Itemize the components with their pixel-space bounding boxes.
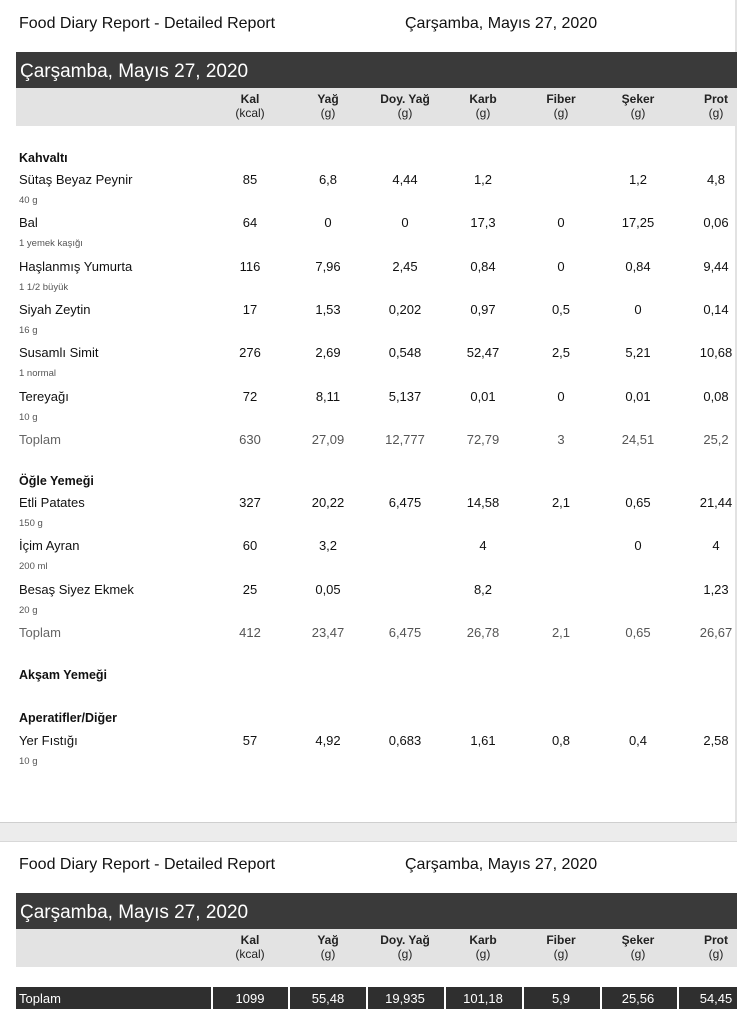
grand-total-separator <box>522 987 524 1009</box>
nutrient-value: 116 <box>239 259 261 274</box>
section-total-value: 2,1 <box>551 625 571 640</box>
column-header <box>16 88 737 126</box>
nutrient-value: 4,8 <box>706 172 726 187</box>
nutrient-value: 0 <box>557 389 565 404</box>
nutrient-value: 0 <box>557 215 565 230</box>
section-total-value: 6,475 <box>388 625 422 640</box>
column-header-prot <box>686 933 737 961</box>
column-name: Prot <box>704 92 728 106</box>
column-header-ya- <box>298 933 358 961</box>
nutrient-value: 72 <box>242 389 258 404</box>
section-title: Akşam Yemeği <box>19 668 108 682</box>
column-unit: (g) <box>320 947 336 961</box>
section-total-value: 27,09 <box>311 432 345 447</box>
column-header-ya- <box>298 92 358 120</box>
date-bar-page-2 <box>16 893 737 929</box>
grand-total-value: 101,18 <box>463 991 503 1006</box>
section-title: Öğle Yemeği <box>19 474 94 488</box>
nutrient-value: 17,3 <box>470 215 496 230</box>
section-total-value: 630 <box>239 432 261 447</box>
nutrient-value: 1,2 <box>473 172 493 187</box>
section-total-value: 25,2 <box>703 432 729 447</box>
report-date: Çarşamba, Mayıs 27, 2020 <box>405 15 598 32</box>
grand-total-value: 1099 <box>235 991 265 1006</box>
column-header-fiber <box>531 92 591 120</box>
food-name: Haşlanmış Yumurta <box>19 259 133 274</box>
section-total-value: 26,78 <box>466 625 500 640</box>
column-unit: (kcal) <box>235 106 265 120</box>
nutrient-value: 0,97 <box>470 302 496 317</box>
nutrient-value: 0,06 <box>703 215 729 230</box>
report-title: Food Diary Report - Detailed Report <box>19 856 276 873</box>
column-header--eker <box>608 92 668 120</box>
date-bar <box>16 52 737 88</box>
nutrient-value: 4 <box>712 538 720 553</box>
column-unit: (g) <box>708 106 724 120</box>
nutrient-value: 1,61 <box>470 733 496 748</box>
nutrient-value: 4 <box>479 538 487 553</box>
nutrient-value: 4,92 <box>315 733 341 748</box>
column-header-doy-ya- <box>375 92 435 120</box>
grand-total-value: 19,935 <box>385 991 425 1006</box>
food-name: Yer Fıstığı <box>19 733 78 748</box>
food-amount: 16 g <box>19 325 38 336</box>
nutrient-value: 0,548 <box>388 345 422 360</box>
column-name: Karb <box>469 92 497 106</box>
nutrient-value: 57 <box>242 733 258 748</box>
column-unit: (g) <box>553 106 569 120</box>
nutrient-value: 0,84 <box>470 259 496 274</box>
grand-total-separator <box>288 987 290 1009</box>
nutrient-value: 17,25 <box>621 215 655 230</box>
nutrient-value: 0,65 <box>625 495 651 510</box>
food-name: Siyah Zeytin <box>19 302 91 317</box>
column-unit: (kcal) <box>235 947 265 961</box>
nutrient-value: 1,2 <box>628 172 648 187</box>
column-header--eker <box>608 933 668 961</box>
nutrient-value: 8,11 <box>315 389 341 404</box>
food-amount: 20 g <box>19 605 38 616</box>
grand-total-value: 25,56 <box>621 991 655 1006</box>
food-name: Etli Patates <box>19 495 85 510</box>
section-total-value: 3 <box>557 432 565 447</box>
column-name: Karb <box>469 933 497 947</box>
food-name: Sütaş Beyaz Peynir <box>19 172 133 187</box>
column-name: Yağ <box>317 92 339 106</box>
nutrient-value: 25 <box>242 582 258 597</box>
grand-total-row <box>16 987 737 1009</box>
nutrient-value: 0 <box>557 259 565 274</box>
nutrient-value: 85 <box>242 172 258 187</box>
column-header-page-2 <box>16 929 737 967</box>
nutrient-value: 0 <box>324 215 332 230</box>
grand-total-separator <box>600 987 602 1009</box>
section-total-value: 412 <box>239 625 261 640</box>
nutrient-value: 5,21 <box>625 345 651 360</box>
food-amount: 200 ml <box>19 561 48 572</box>
nutrient-value: 2,58 <box>703 733 729 748</box>
grand-total-label: Toplam <box>19 991 61 1006</box>
food-amount: 10 g <box>19 412 38 423</box>
nutrient-value: 0,14 <box>703 302 729 317</box>
section-total-label: Toplam <box>19 432 61 447</box>
column-name: Şeker <box>621 933 655 947</box>
nutrient-value: 10,68 <box>699 345 733 360</box>
nutrient-value: 0 <box>634 538 642 553</box>
grand-total-separator <box>366 987 368 1009</box>
column-name: Yağ <box>317 933 339 947</box>
food-amount: 1 yemek kaşığı <box>19 238 83 249</box>
nutrient-value: 3,2 <box>318 538 338 553</box>
column-name: Kal <box>240 92 260 106</box>
nutrient-value: 0,84 <box>625 259 651 274</box>
column-name: Şeker <box>621 92 655 106</box>
nutrient-value: 6,475 <box>388 495 422 510</box>
nutrient-value: 1,23 <box>703 582 729 597</box>
nutrient-value: 2,5 <box>551 345 571 360</box>
nutrient-value: 64 <box>242 215 258 230</box>
column-header-kal <box>220 933 280 961</box>
section-title: Aperatifler/Diğer <box>19 711 117 725</box>
food-amount: 10 g <box>19 756 38 767</box>
nutrient-value: 0,683 <box>388 733 422 748</box>
date-bar-label: Çarşamba, Mayıs 27, 2020 <box>20 61 249 82</box>
nutrient-value: 0 <box>634 302 642 317</box>
nutrient-value: 52,47 <box>466 345 500 360</box>
grand-total-separator <box>211 987 213 1009</box>
nutrient-value: 0,08 <box>703 389 729 404</box>
column-unit: (g) <box>320 106 336 120</box>
food-name: Besaş Siyez Ekmek <box>19 582 134 597</box>
nutrient-value: 17 <box>242 302 258 317</box>
nutrient-value: 1,53 <box>315 302 341 317</box>
column-unit: (g) <box>553 947 569 961</box>
column-header-prot <box>686 92 737 120</box>
section-title: Kahvaltı <box>19 151 68 165</box>
nutrient-value: 14,58 <box>466 495 500 510</box>
nutrient-value: 6,8 <box>318 172 338 187</box>
column-header-fiber <box>531 933 591 961</box>
column-name: Doy. Yağ <box>380 92 430 106</box>
report-header-page-2 <box>19 856 737 878</box>
food-amount: 40 g <box>19 195 38 206</box>
column-unit: (g) <box>397 947 413 961</box>
food-amount: 150 g <box>19 518 43 529</box>
section-total-label: Toplam <box>19 625 61 640</box>
food-name: İçim Ayran <box>19 538 80 553</box>
column-name: Doy. Yağ <box>380 933 430 947</box>
grand-total-value: 55,48 <box>311 991 345 1006</box>
nutrient-value: 60 <box>242 538 258 553</box>
column-unit: (g) <box>630 947 646 961</box>
food-amount: 1 normal <box>19 368 56 379</box>
column-name: Prot <box>704 933 728 947</box>
nutrient-value: 20,22 <box>311 495 345 510</box>
food-name: Susamlı Simit <box>19 345 99 360</box>
nutrient-value: 2,69 <box>315 345 341 360</box>
column-unit: (g) <box>475 947 491 961</box>
section-total-value: 12,777 <box>385 432 425 447</box>
nutrient-value: 0 <box>401 215 409 230</box>
column-unit: (g) <box>397 106 413 120</box>
column-unit: (g) <box>708 947 724 961</box>
column-name: Fiber <box>546 92 576 106</box>
nutrient-value: 4,44 <box>392 172 418 187</box>
column-name: Kal <box>240 933 260 947</box>
nutrient-value: 0,05 <box>315 582 341 597</box>
column-unit: (g) <box>475 106 491 120</box>
section-total-value: 0,65 <box>625 625 651 640</box>
column-header-doy-ya- <box>375 933 435 961</box>
nutrient-value: 0,5 <box>551 302 571 317</box>
column-name: Fiber <box>546 933 576 947</box>
food-name: Tereyağı <box>19 389 69 404</box>
nutrient-value: 0,01 <box>625 389 651 404</box>
nutrient-value: 0,01 <box>470 389 496 404</box>
nutrient-value: 8,2 <box>473 582 493 597</box>
grand-total-separator <box>444 987 446 1009</box>
section-total-value: 23,47 <box>311 625 345 640</box>
report-title: Food Diary Report - Detailed Report <box>19 15 276 32</box>
report-header <box>19 15 737 37</box>
nutrient-value: 2,1 <box>551 495 571 510</box>
column-unit: (g) <box>630 106 646 120</box>
food-amount: 1 1/2 büyük <box>19 282 69 293</box>
section-total-value: 26,67 <box>699 625 733 640</box>
date-bar-label: Çarşamba, Mayıs 27, 2020 <box>20 902 249 923</box>
section-total-value: 24,51 <box>621 432 655 447</box>
nutrient-value: 5,137 <box>388 389 422 404</box>
nutrient-value: 327 <box>239 495 261 510</box>
nutrient-value: 21,44 <box>699 495 733 510</box>
nutrient-value: 276 <box>239 345 261 360</box>
nutrient-value: 0,202 <box>388 302 422 317</box>
nutrient-value: 7,96 <box>315 259 341 274</box>
grand-total-value: 5,9 <box>551 991 571 1006</box>
report-date: Çarşamba, Mayıs 27, 2020 <box>405 856 598 873</box>
column-header-kal <box>220 92 280 120</box>
grand-total-separator <box>677 987 679 1009</box>
nutrient-value: 9,44 <box>703 259 729 274</box>
column-header-karb <box>453 933 513 961</box>
column-header-karb <box>453 92 513 120</box>
nutrient-value: 0,8 <box>551 733 571 748</box>
food-name: Bal <box>19 215 38 230</box>
nutrient-value: 2,45 <box>392 259 418 274</box>
grand-total-value: 54,45 <box>699 991 733 1006</box>
page-separator <box>0 822 737 842</box>
section-total-value: 72,79 <box>466 432 500 447</box>
nutrient-value: 0,4 <box>628 733 648 748</box>
